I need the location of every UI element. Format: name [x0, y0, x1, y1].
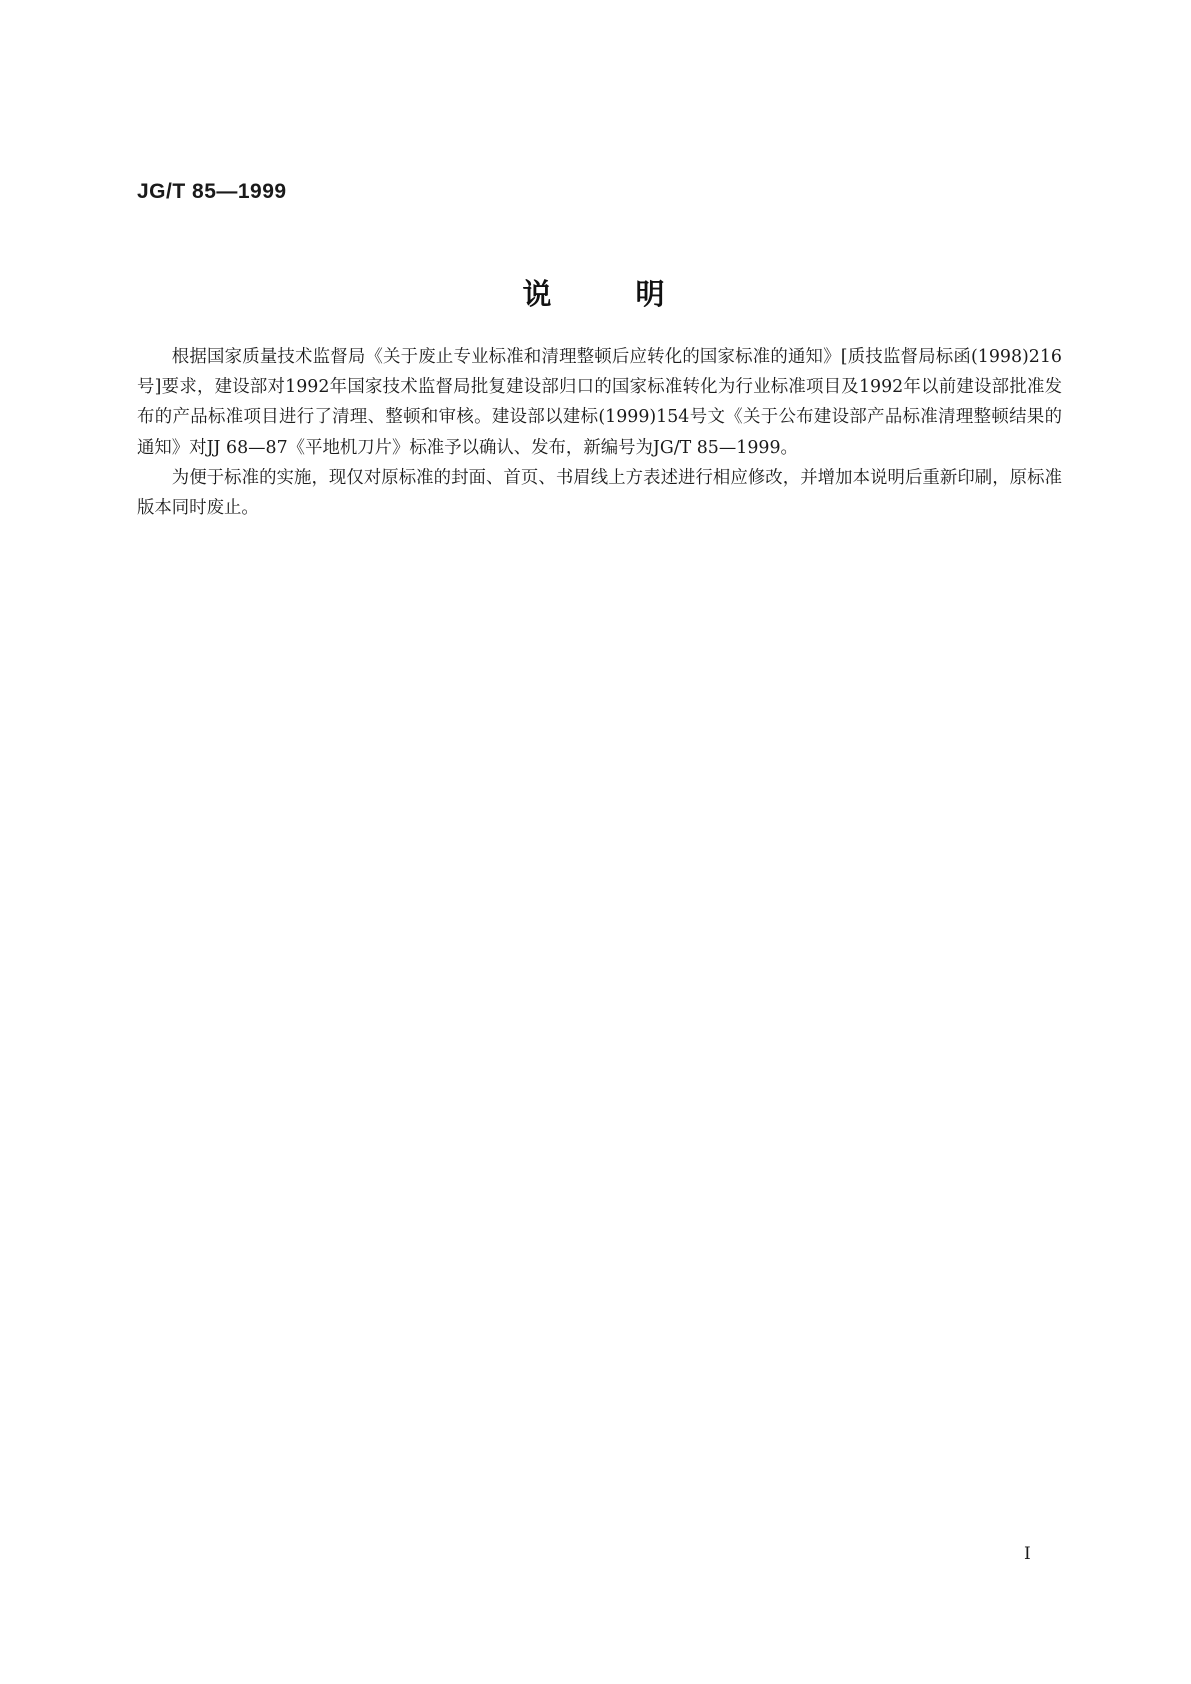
- standard-code-header: JG/T 85—1999: [137, 180, 287, 203]
- paragraph-1: 根据国家质量技术监督局《关于废止专业标准和清理整顿后应转化的国家标准的通知》[质技监督局标函(1998)216号]要求，建设部对1992年国家技术监督局批复建设部归口的国家标准转化为行业标准项目及1992年以前建设部批准发布的产品标准项目进行了清理、整顿和审核。建设部以建标(1999)154号文《关于公布建设部产品标准清理整顿结果的通知》对JJ 68—87《平地机刀片》标准予以确认、发布，新编号为JG/T 85—1999。: [137, 347, 1062, 458]
- title-char-1: 说: [522, 277, 556, 311]
- title-char-2: 明: [635, 277, 669, 311]
- body-text: [137, 342, 1062, 523]
- paragraph-2: 为便于标准的实施，现仅对原标准的封面、首页、书眉线上方表述进行相应修改，并增加本说明后重新印刷，原标准版本同时废止。: [137, 467, 1062, 519]
- page-number: I: [1024, 1544, 1031, 1564]
- page-title: [0, 272, 1191, 313]
